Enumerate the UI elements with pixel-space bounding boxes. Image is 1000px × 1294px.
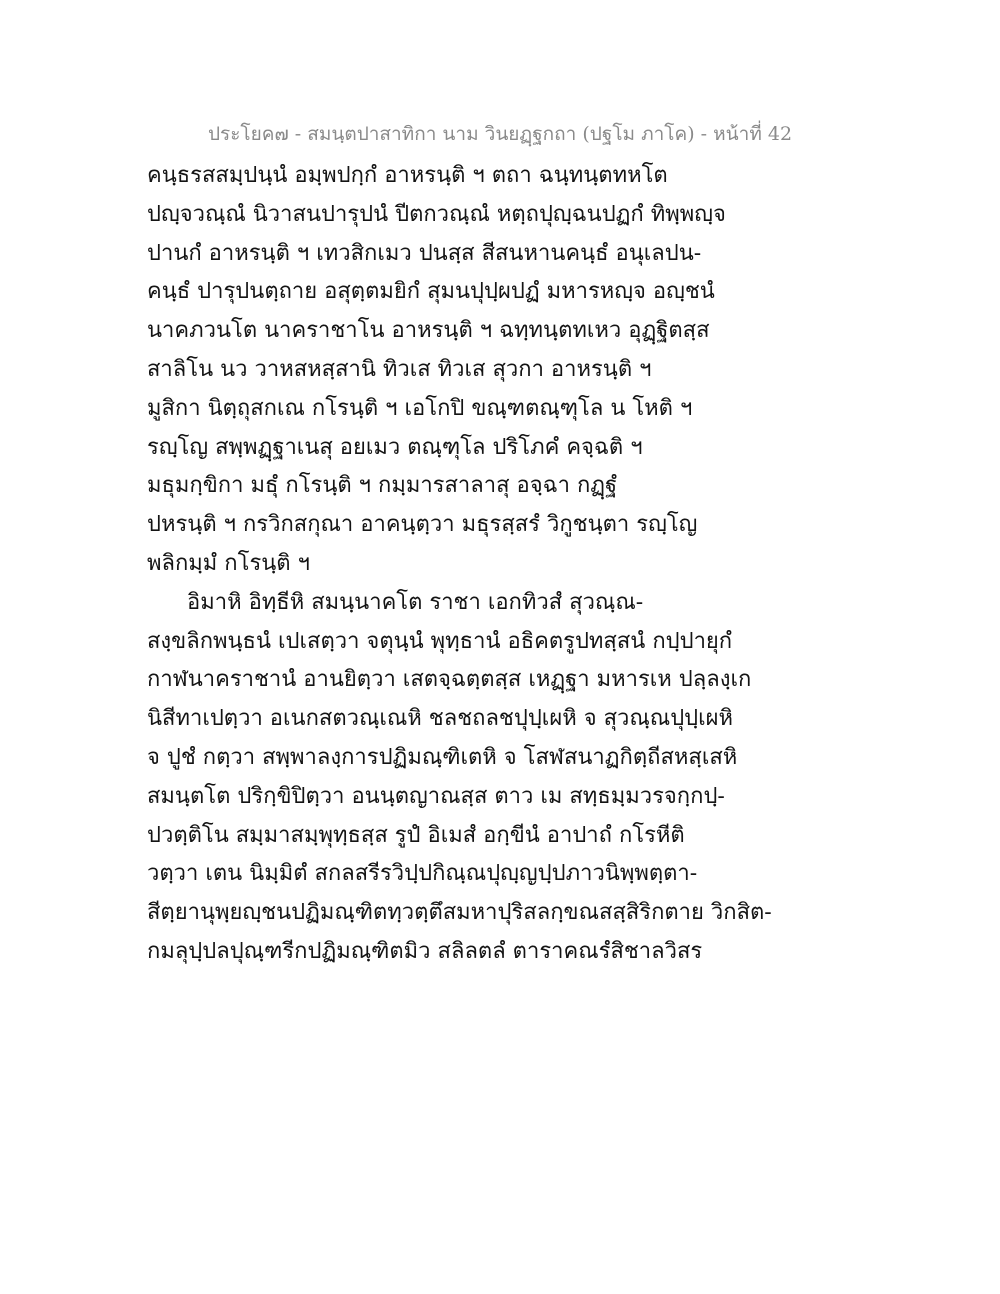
text-line: มธุมกฺขิกา มธุํ กโรนฺติ ฯ กมฺมารสาลาสุ อจฺฉา กฏฺฐํ [147, 473, 618, 499]
page-header: ประโยค๗ - สมนฺตปาสาทิกา นาม วินยฏฺฐกถา (ปฐโม ภาโค) - หน้าที่ 42 [207, 123, 793, 145]
paragraph-2 [147, 584, 772, 972]
text-line: นิสีทาเปตฺวา อเนกสตวณฺเณหิ ชลชถลชปุปฺเผหิ จ สุวณฺณปุปฺเผหิ [147, 706, 734, 732]
text-line: จ ปูชํ กตฺวา สพฺพาลงฺการปฏิมณฺฑิเตหิ จ โสฬสนาฏกิตฺถีสหสฺเสหิ [147, 744, 738, 770]
text-line: กมลุปฺปลปุณฺฑรีกปฏิมณฺฑิตมิว สลิลตลํ ตาราคณรํสิชาลวิสร [147, 938, 703, 964]
text-line: ปหรนฺติ ฯ กรวิกสกุณา อาคนฺตฺวา มธุรสฺสรํ วิกูชนฺตา รญฺโญ [147, 512, 698, 538]
text-line: คนฺธํ ปารุปนตฺถาย อสุตฺตมยิกํ สุมนปุปฺผปฏํ มหารหญฺจ อญฺชนํ [147, 279, 715, 305]
body-text [147, 157, 772, 972]
text-line: สงฺขลิกพนฺธนํ เปเสตฺวา จตุนฺนํ พุทฺธานํ อธิคตรูปทสฺสนํ กปฺปายุกํ [147, 628, 733, 654]
text-line: มูสิกา นิตฺถุสกเณ กโรนฺติ ฯ เอโกปิ ขณฺฑตณฺฑุโล น โหติ ฯ [147, 395, 693, 421]
text-line: วตฺวา เตน นิมฺมิตํ สกลสรีรวิปฺปกิณฺณปุญฺญปฺปภาวนิพฺพตฺตา- [147, 861, 698, 887]
text-line: คนฺธรสสมฺปนฺนํ อมฺพปกฺกํ อาหรนฺติ ฯ ตถา ฉนฺทนฺตทหโต [147, 163, 668, 188]
text-line: พลิกมฺมํ กโรนฺติ ฯ [147, 550, 310, 576]
text-line: สีตฺยานุพฺยญฺชนปฏิมณฺฑิตทฺวตฺตึสมหาปุริสลกฺขณสสฺสิริกตาย วิกสิต- [147, 900, 772, 926]
text-line: อิมาหิ อิทฺธีหิ สมนฺนาคโต ราชา เอกทิวสํ สุวณฺณ- [187, 589, 644, 615]
text-line: ปานกํ อาหรนฺติ ฯ เทวสิกเมว ปนสฺส สีสนหานคนฺธํ อนุเลปน- [147, 240, 702, 266]
text-line: รญฺโญ สพฺพฏฺฐาเนสุ อยเมว ตณฺฑุโล ปริโภคํ คจฺฉติ ฯ [147, 434, 643, 460]
paragraph-1 [147, 157, 726, 584]
text-line: นาคภวนโต นาคราชาโน อาหรนฺติ ฯ ฉทฺทนฺตทเหว อุฏฺฐิตสฺส [147, 318, 710, 344]
text-line: กาฬนาคราชานํ อานยิตฺวา เสตจฺฉตฺตสฺส เหฏฺฐา มหารเห ปลฺลงฺเก [147, 667, 752, 693]
text-line: ปวตฺติโน สมฺมาสมฺพุทฺธสฺส รูปํ อิเมสํ อกฺขีนํ อาปาถํ กโรหีติ [147, 822, 685, 848]
text-line: สาลิโน นว วาหสหสฺสานิ ทิวเส ทิวเส สุวกา อาหรนฺติ ฯ [147, 356, 652, 382]
text-line: สมนฺตโต ปริกฺขิปิตฺวา อนนฺตญาณสฺส ตาว เม สทฺธมฺมวรจกฺกปฺ- [147, 783, 725, 809]
text-line: ปญฺจวณฺณํ นิวาสนปารุปนํ ปีตกวณฺณํ หตฺถปุญฺฉนปฏกํ ทิพฺพญฺจ [147, 201, 726, 227]
